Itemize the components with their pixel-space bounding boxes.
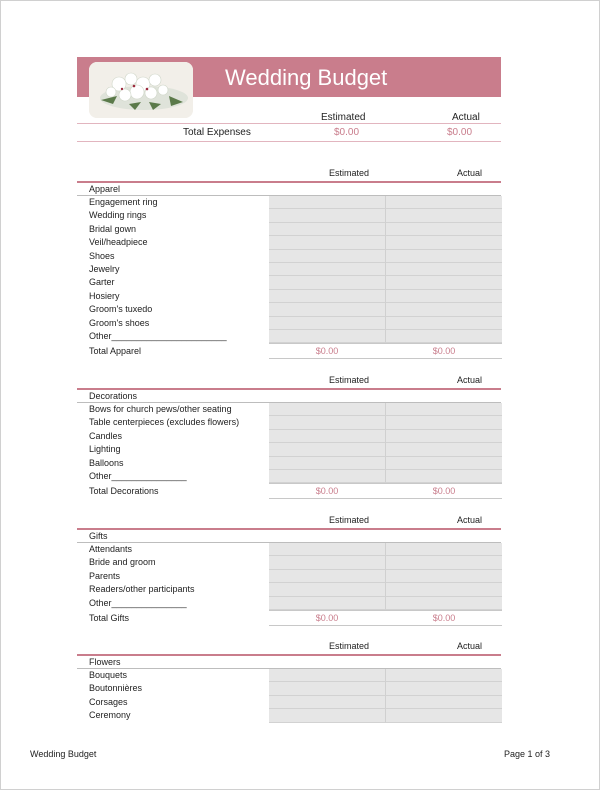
- item-label: Garter: [89, 277, 115, 288]
- actual-header: Actual: [457, 168, 483, 178]
- actual-cell[interactable]: [386, 470, 502, 483]
- estimated-cell[interactable]: [269, 330, 386, 343]
- estimated-cell[interactable]: [269, 263, 386, 276]
- item-label: Table centerpieces (excludes flowers): [89, 417, 240, 428]
- line-item: [77, 570, 501, 583]
- line-item: [77, 470, 501, 483]
- line-item: [77, 543, 501, 556]
- actual-cell[interactable]: [386, 276, 502, 289]
- estimated-cell[interactable]: [269, 556, 386, 569]
- item-label: Corsages: [89, 696, 128, 707]
- actual-cell[interactable]: [386, 290, 502, 303]
- section-header: [77, 375, 501, 387]
- total-rule-bottom: [269, 358, 502, 359]
- total-rule-bottom: [269, 625, 502, 626]
- section-gifts: [77, 515, 501, 626]
- actual-header: Actual: [457, 515, 483, 525]
- item-label: Engagement ring: [89, 197, 158, 207]
- item-label: Candles: [89, 430, 123, 441]
- summary-estimated-header: Estimated: [321, 112, 366, 123]
- estimated-cell[interactable]: [269, 583, 386, 596]
- estimated-cell[interactable]: [269, 223, 386, 236]
- item-label: Veil/headpiece: [89, 237, 148, 248]
- estimated-cell[interactable]: [269, 696, 386, 709]
- bouquet-photo: [89, 62, 193, 118]
- actual-cell[interactable]: [386, 543, 502, 556]
- estimated-cell[interactable]: [269, 196, 386, 209]
- section-title: Apparel: [77, 183, 501, 196]
- actual-cell[interactable]: [386, 570, 502, 583]
- total-actual: $0.00: [432, 346, 456, 357]
- estimated-cell[interactable]: [269, 236, 386, 249]
- estimated-cell[interactable]: [269, 303, 386, 316]
- estimated-cell[interactable]: [269, 403, 386, 416]
- actual-cell[interactable]: [386, 303, 502, 316]
- line-item: [77, 209, 501, 222]
- estimated-cell[interactable]: [269, 470, 386, 483]
- actual-cell[interactable]: [386, 223, 502, 236]
- total-rule-bottom: [269, 498, 502, 499]
- estimated-cell[interactable]: [269, 709, 386, 722]
- line-item: [77, 682, 501, 695]
- line-item: [77, 236, 501, 249]
- actual-cell[interactable]: [386, 457, 502, 470]
- actual-cell[interactable]: [386, 669, 502, 682]
- summary-total-row: [77, 127, 501, 139]
- item-label: Lighting: [89, 444, 121, 455]
- line-item: [77, 303, 501, 316]
- actual-cell[interactable]: [386, 250, 502, 263]
- estimated-cell[interactable]: [269, 543, 386, 556]
- total-estimated: $0.00: [315, 486, 339, 497]
- line-item: [77, 430, 501, 443]
- estimated-header: Estimated: [329, 375, 370, 385]
- estimated-cell[interactable]: [269, 209, 386, 222]
- estimated-cell[interactable]: [269, 430, 386, 443]
- total-label: Total Gifts: [89, 612, 130, 623]
- line-item: [77, 196, 501, 209]
- actual-cell[interactable]: [386, 196, 502, 209]
- item-label: Bridal gown: [89, 223, 137, 234]
- estimated-header: Estimated: [329, 515, 370, 525]
- section-header: [77, 641, 501, 653]
- actual-cell[interactable]: [386, 330, 502, 343]
- footer-doc-title: Wedding Budget: [30, 749, 97, 759]
- line-item: [77, 443, 501, 456]
- estimated-header: Estimated: [329, 168, 370, 178]
- section-title: Decorations: [77, 390, 501, 403]
- actual-cell[interactable]: [386, 430, 502, 443]
- item-label: Bouquets: [89, 670, 128, 680]
- title-banner: [77, 57, 501, 97]
- line-item: [77, 457, 501, 470]
- item-label: Boutonnières: [89, 683, 143, 694]
- actual-cell[interactable]: [386, 403, 502, 416]
- total-label: Total Decorations: [89, 486, 159, 497]
- line-item: [77, 317, 501, 330]
- line-item: [77, 276, 501, 289]
- summary-divider: [77, 123, 501, 124]
- section-title: Flowers: [77, 656, 501, 669]
- item-label: Ceremony: [89, 710, 131, 721]
- footer-page-number: Page 1 of 3: [504, 749, 551, 759]
- line-item: [77, 597, 501, 610]
- line-item: [77, 223, 501, 236]
- actual-cell[interactable]: [386, 317, 502, 330]
- line-item: [77, 330, 501, 343]
- total-estimated: $0.00: [315, 346, 339, 357]
- line-item: [77, 416, 501, 429]
- actual-cell[interactable]: [386, 696, 502, 709]
- item-label: Other_______________________: [89, 330, 227, 341]
- actual-cell[interactable]: [386, 209, 502, 222]
- item-label: Readers/other participants: [89, 584, 195, 595]
- line-item: [77, 290, 501, 303]
- actual-cell[interactable]: [386, 682, 502, 695]
- section-header: [77, 168, 501, 180]
- item-label: Balloons: [89, 457, 124, 468]
- line-item: [77, 556, 501, 569]
- actual-cell[interactable]: [386, 416, 502, 429]
- item-label: Other_______________: [89, 597, 187, 608]
- item-label: Parents: [89, 570, 121, 581]
- total-row: [77, 343, 501, 359]
- line-item: [77, 669, 501, 682]
- estimated-header: Estimated: [329, 641, 370, 651]
- item-label: Wedding rings: [89, 210, 147, 221]
- section-flowers: [77, 641, 501, 723]
- total-label: Total Apparel: [89, 346, 142, 357]
- section-title: Gifts: [77, 530, 501, 543]
- total-estimated: $0.00: [315, 612, 339, 623]
- line-item: [77, 696, 501, 709]
- estimated-cell[interactable]: [269, 317, 386, 330]
- estimated-cell[interactable]: [269, 443, 386, 456]
- actual-cell[interactable]: [386, 443, 502, 456]
- estimated-cell[interactable]: [269, 290, 386, 303]
- line-item: [77, 250, 501, 263]
- summary-total-actual: $0.00: [447, 127, 473, 138]
- actual-header: Actual: [457, 641, 483, 651]
- actual-cell[interactable]: [386, 263, 502, 276]
- summary-total-estimated: $0.00: [334, 127, 360, 138]
- estimated-cell[interactable]: [269, 682, 386, 695]
- estimated-cell[interactable]: [269, 250, 386, 263]
- estimated-cell[interactable]: [269, 597, 386, 610]
- line-item: [77, 263, 501, 276]
- total-row: [77, 610, 501, 626]
- section-header: [77, 515, 501, 527]
- actual-cell[interactable]: [386, 556, 502, 569]
- item-label: Jewelry: [89, 263, 120, 274]
- summary-total-label: Total Expenses: [183, 127, 251, 138]
- line-item: [77, 709, 501, 722]
- item-label: Bride and groom: [89, 557, 156, 568]
- estimated-cell[interactable]: [269, 416, 386, 429]
- actual-cell[interactable]: [386, 709, 502, 722]
- actual-cell[interactable]: [386, 597, 502, 610]
- item-label: Attendants: [89, 544, 133, 554]
- item-label: Groom's shoes: [89, 317, 150, 328]
- actual-header: Actual: [457, 375, 483, 385]
- item-label: Other_______________: [89, 470, 187, 481]
- summary-divider-bottom: [77, 141, 501, 142]
- item-label: Groom's tuxedo: [89, 304, 153, 315]
- item-label: Bows for church pews/other seating: [89, 404, 232, 414]
- estimated-cell[interactable]: [269, 276, 386, 289]
- actual-cell[interactable]: [386, 236, 502, 249]
- estimated-cell[interactable]: [269, 669, 386, 682]
- total-actual: $0.00: [432, 486, 456, 497]
- estimated-cell[interactable]: [269, 570, 386, 583]
- estimated-cell[interactable]: [269, 457, 386, 470]
- item-label: Shoes: [89, 250, 115, 261]
- section-apparel: [77, 168, 501, 359]
- total-actual: $0.00: [432, 612, 456, 623]
- summary-actual-header: Actual: [452, 112, 480, 123]
- actual-cell[interactable]: [386, 583, 502, 596]
- page-title: Wedding Budget: [225, 65, 388, 90]
- line-item: [77, 403, 501, 416]
- section-decorations: [77, 375, 501, 499]
- item-label: Hosiery: [89, 290, 120, 301]
- total-row: [77, 483, 501, 499]
- line-item: [77, 583, 501, 596]
